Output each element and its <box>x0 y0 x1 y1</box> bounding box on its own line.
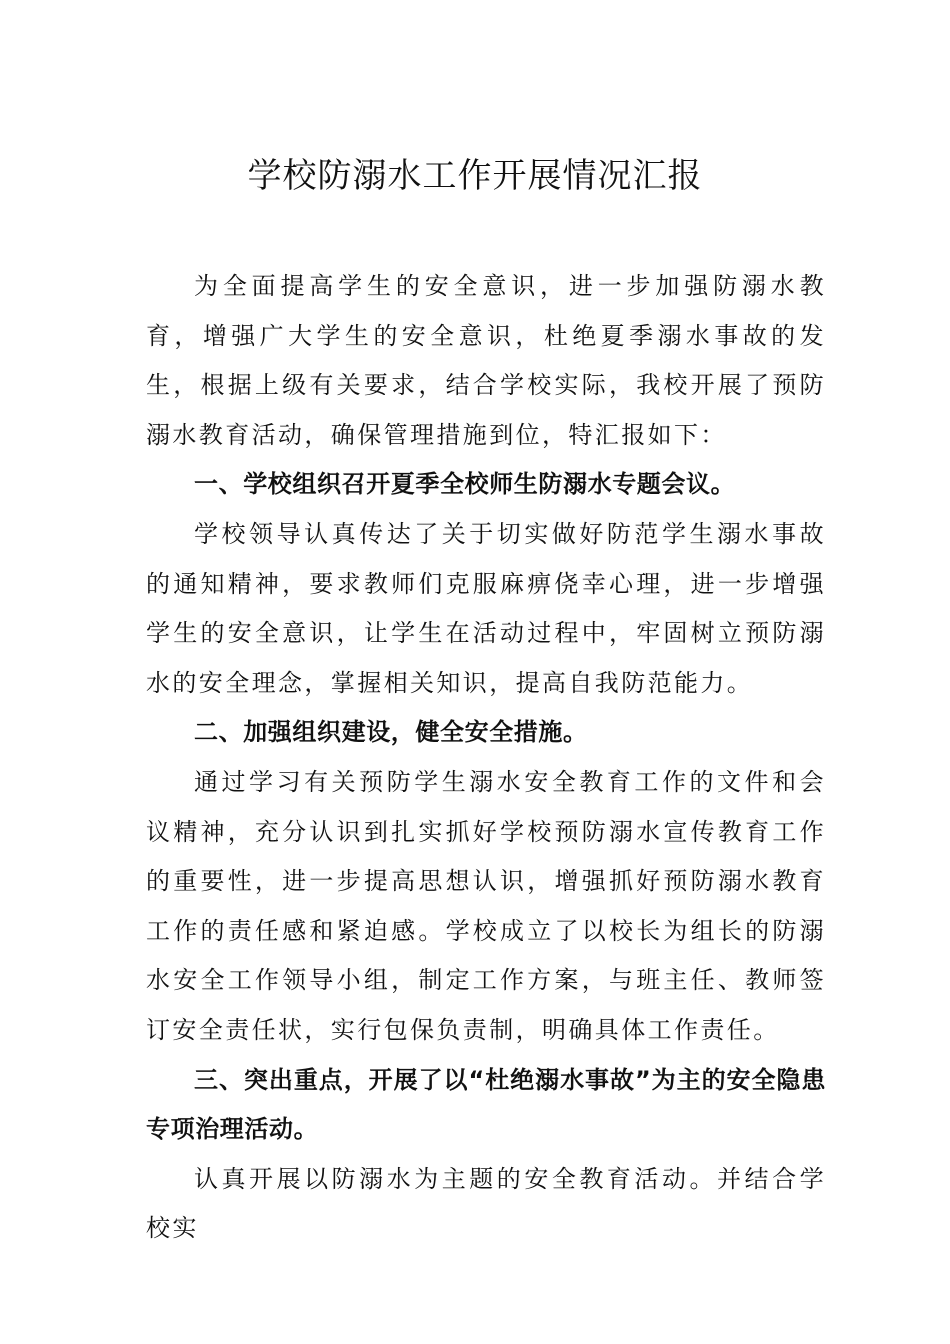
section-paragraph-1: 学校领导认真传达了关于切实做好防范学生溺水事故的通知精神，要求教师们克服麻痹侥幸心理，进一步增强学生的安全意识，让学生在活动过程中，牢固树立预防溺水的安全理念，掌握相关知识，提高自我防范能力。 <box>146 519 826 697</box>
document-body <box>146 262 826 1254</box>
section-heading-2: 二、加强组织建设，健全安全措施。 <box>194 718 588 747</box>
section-heading-3: 三、突出重点，开展了以“杜绝溺水事故”为主的安全隐患专项治理活动。 <box>146 1065 826 1144</box>
intro-paragraph: 为全面提高学生的安全意识，进一步加强防溺水教育，增强广大学生的安全意识，杜绝夏季溺水事故的发生，根据上级有关要求，结合学校实际，我校开展了预防溺水教育活动，确保管理措施到位，特汇报如下： <box>146 272 826 449</box>
section-paragraph-2: 通过学习有关预防学生溺水安全教育工作的文件和会议精神，充分认识到扎实抓好学校预防溺水宣传教育工作的重要性，进一步提高思想认识，增强抓好预防溺水教育工作的责任感和紧迫感。学校成立了以校长为组长的防溺水安全工作领导小组，制定工作方案，与班主任、教师签订安全责任状，实行包保负责制，明确具体工作责任。 <box>146 767 826 1044</box>
document-title: 学校防溺水工作开展情况汇报 <box>247 156 703 196</box>
section-paragraph-3: 认真开展以防溺水为主题的安全教育活动。并结合学校实 <box>146 1164 826 1243</box>
section-heading-1: 一、学校组织召开夏季全校师生防溺水专题会议。 <box>194 470 736 499</box>
